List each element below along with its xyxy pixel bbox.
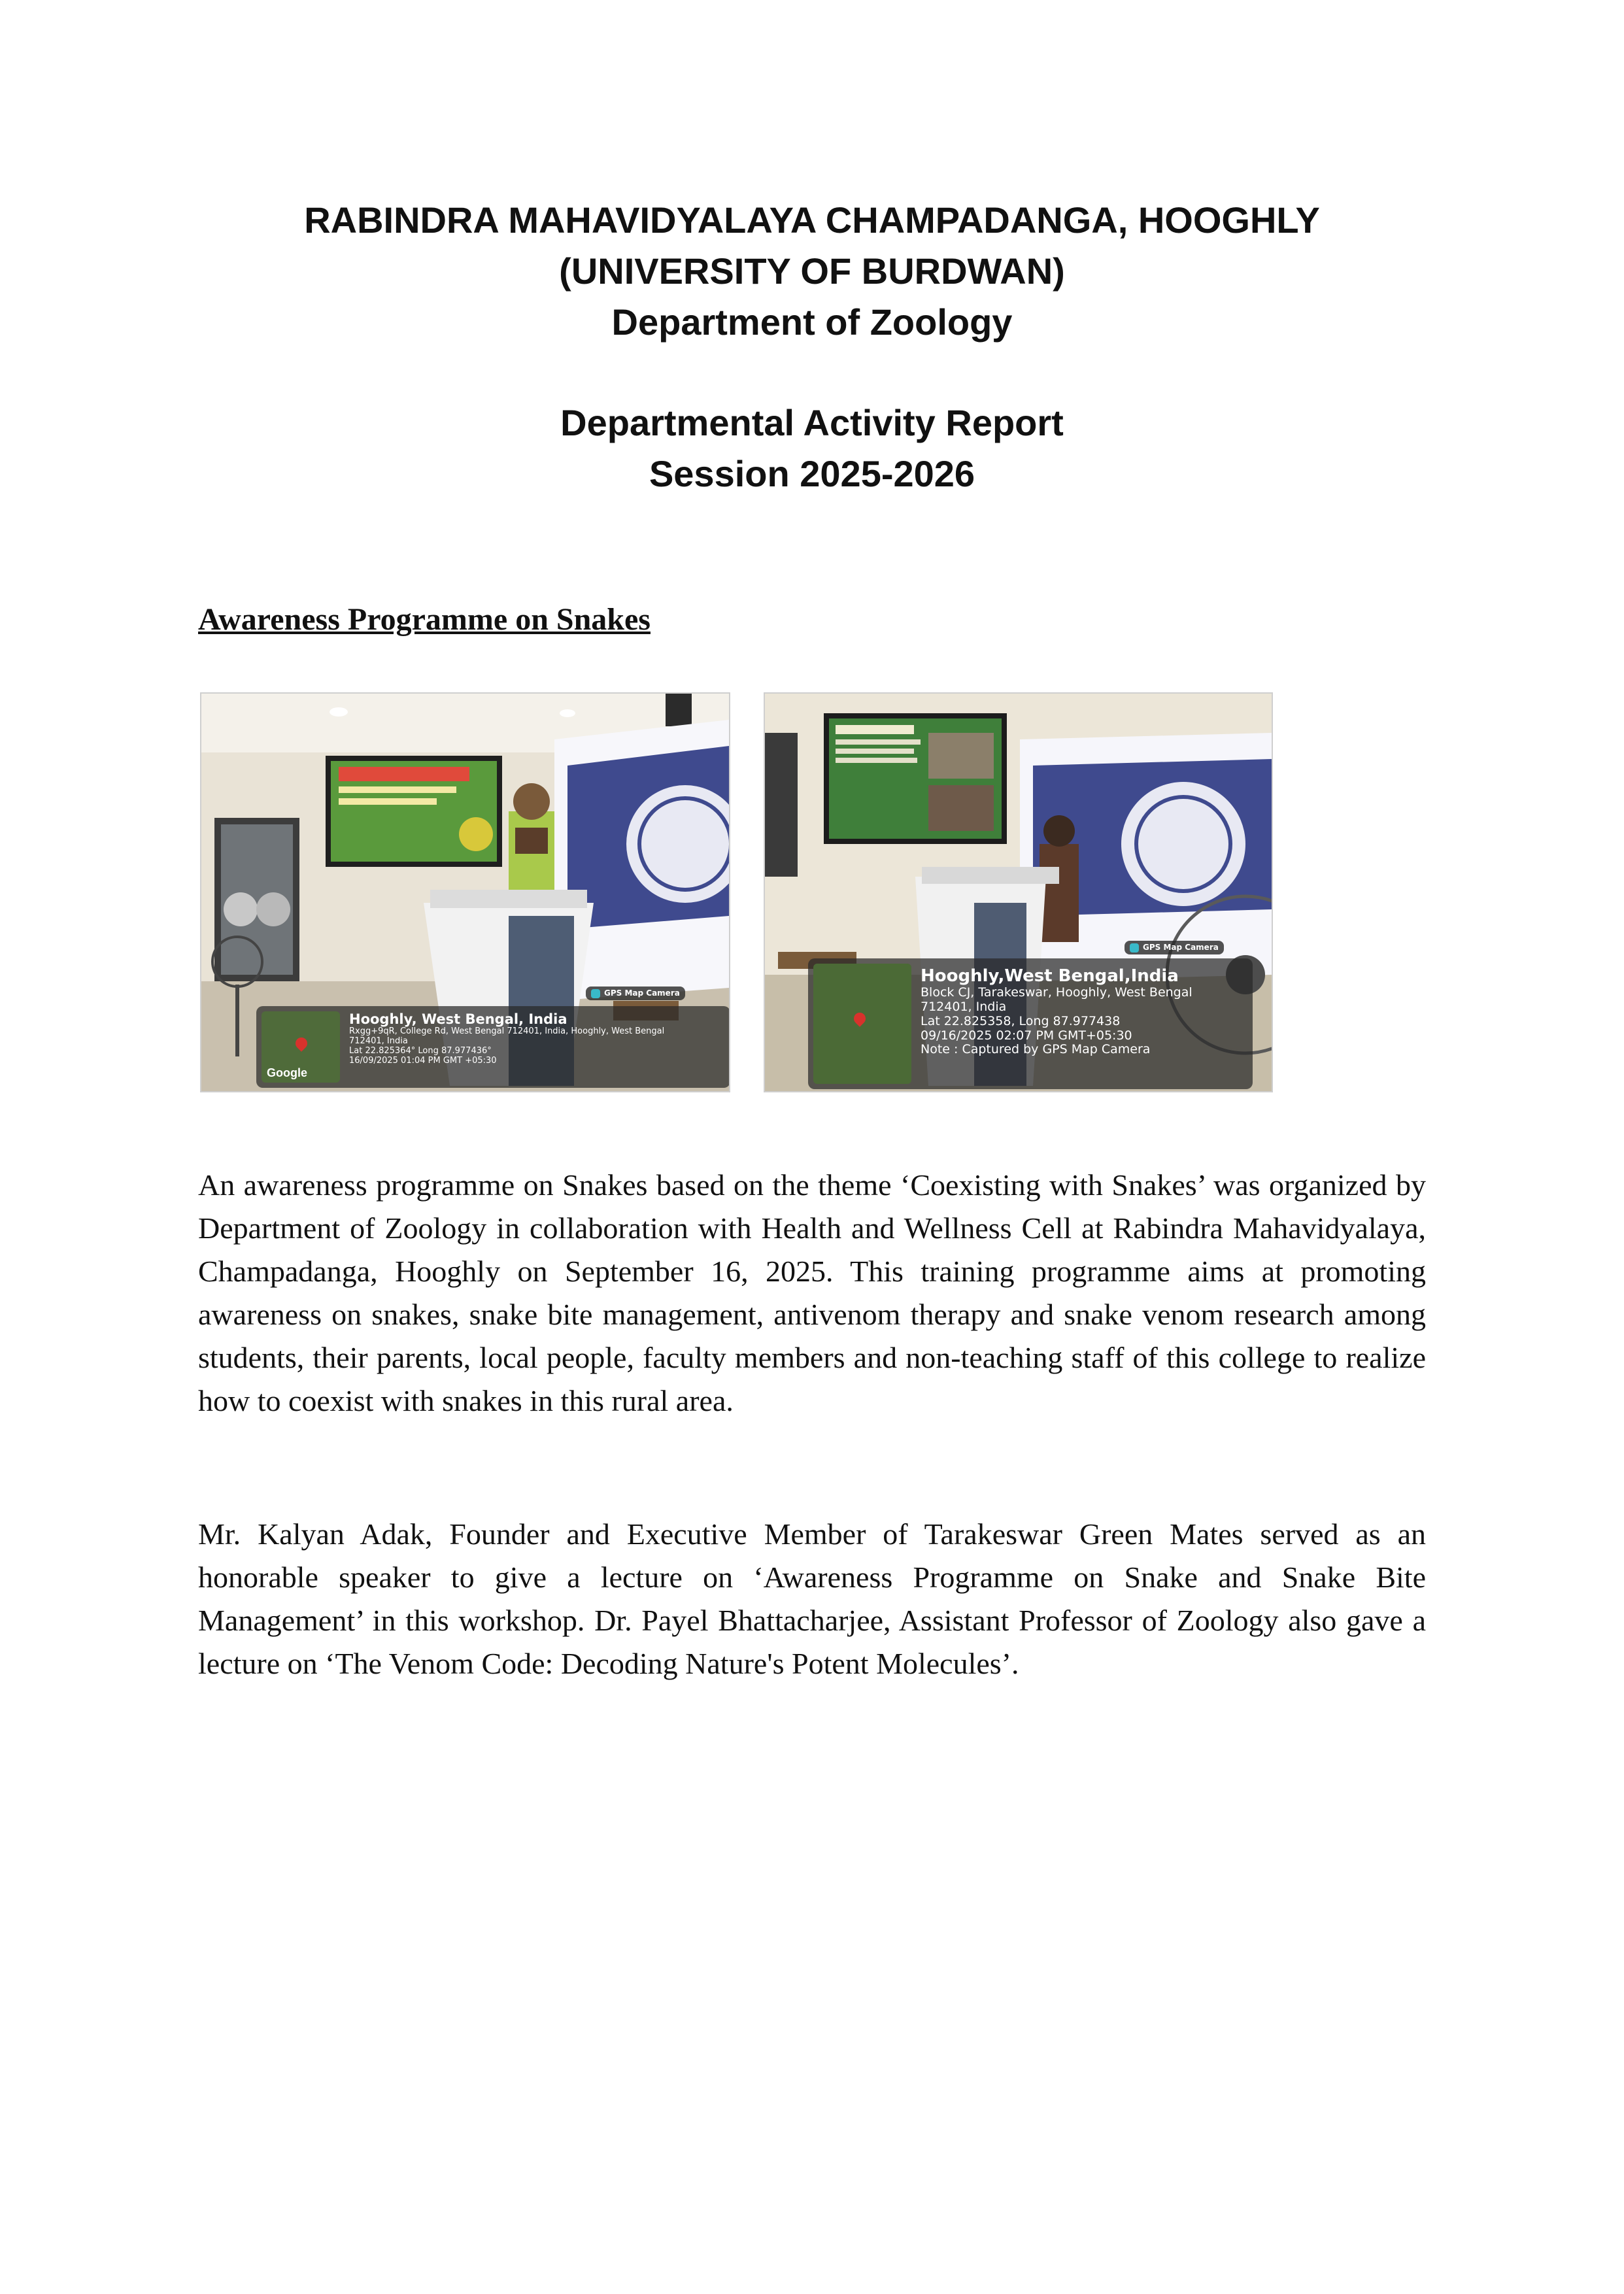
body-paragraph-2: Mr. Kalyan Adak, Founder and Executive Member of Tarakeswar Green Mates served as an honorable speaker to give a lecture on ‘Awareness Programme on Snake and Snake Bite Management’ in this workshop. Dr. Payel Bhattacharjee, Assistant Professor of Zoology also gave a lecture on ‘The Venom Code: Decoding Nature's Potent Molecules’. <box>198 1517 1426 1680</box>
gps-coords: Lat 22.825364° Long 87.977436° <box>349 1045 492 1056</box>
gps-city: Hooghly, West Bengal, India <box>349 1011 567 1027</box>
gps-city: Hooghly,West Bengal,India <box>921 966 1179 986</box>
gps-camera-icon <box>1130 943 1139 953</box>
gps-badge-label: GPS Map Camera <box>1143 943 1219 952</box>
gps-datetime: 09/16/2025 02:07 PM GMT+05:30 <box>921 1028 1132 1043</box>
gps-note: Note : Captured by GPS Map Camera <box>921 1042 1151 1057</box>
gps-coords: Lat 22.825358, Long 87.977438 <box>921 1013 1121 1028</box>
gps-overlay <box>256 1006 730 1088</box>
report-title: Departmental Activity Report <box>560 402 1064 443</box>
event-photo-1 <box>200 692 730 1092</box>
map-pin-icon <box>293 1035 309 1051</box>
gps-address-line-1: Block CJ, Tarakeswar, Hooghly, West Bengal <box>921 985 1193 1000</box>
university-name: (UNIVERSITY OF BURDWAN) <box>559 250 1065 292</box>
map-pin-icon <box>851 1010 868 1026</box>
event-photo-2 <box>764 692 1273 1092</box>
gps-badge-label: GPS Map Camera <box>604 988 680 998</box>
section-title: Awareness Programme on Snakes <box>198 602 651 637</box>
gps-map-thumbnail <box>262 1011 340 1083</box>
body-paragraph-1: An awareness programme on Snakes based on the theme ‘Coexisting with Snakes’ was organized by Department of Zoology in collaboration with Health and Wellness Cell at Rabindra Mahavidyalaya, Champadanga, Hooghly on September 16, 2025. This training programme aims at promoting awareness on snakes, snake bite management, antivenom therapy and snake venom research among students, their parents, local people, faculty members and non-teaching staff of this college to realize how to coexist with snakes in this rural area. <box>198 1168 1426 1417</box>
department-name: Department of Zoology <box>611 301 1013 343</box>
gps-address: Rxgg+9qR, College Rd, West Bengal 712401, India, Hooghly, West Bengal 712401, India <box>349 1026 665 1046</box>
gps-overlay <box>808 958 1253 1089</box>
gps-badge <box>586 987 685 1000</box>
gps-address-line-2: 712401, India <box>921 999 1007 1014</box>
gps-map-thumbnail <box>813 964 911 1084</box>
gps-camera-icon <box>591 989 600 998</box>
gps-datetime: 16/09/2025 01:04 PM GMT +05:30 <box>349 1055 497 1066</box>
gps-badge <box>1125 941 1224 954</box>
institution-name: RABINDRA MAHAVIDYALAYA CHAMPADANGA, HOOGHLY <box>304 199 1320 241</box>
session-label: Session 2025-2026 <box>649 453 975 494</box>
google-logo: Google <box>267 1066 307 1079</box>
